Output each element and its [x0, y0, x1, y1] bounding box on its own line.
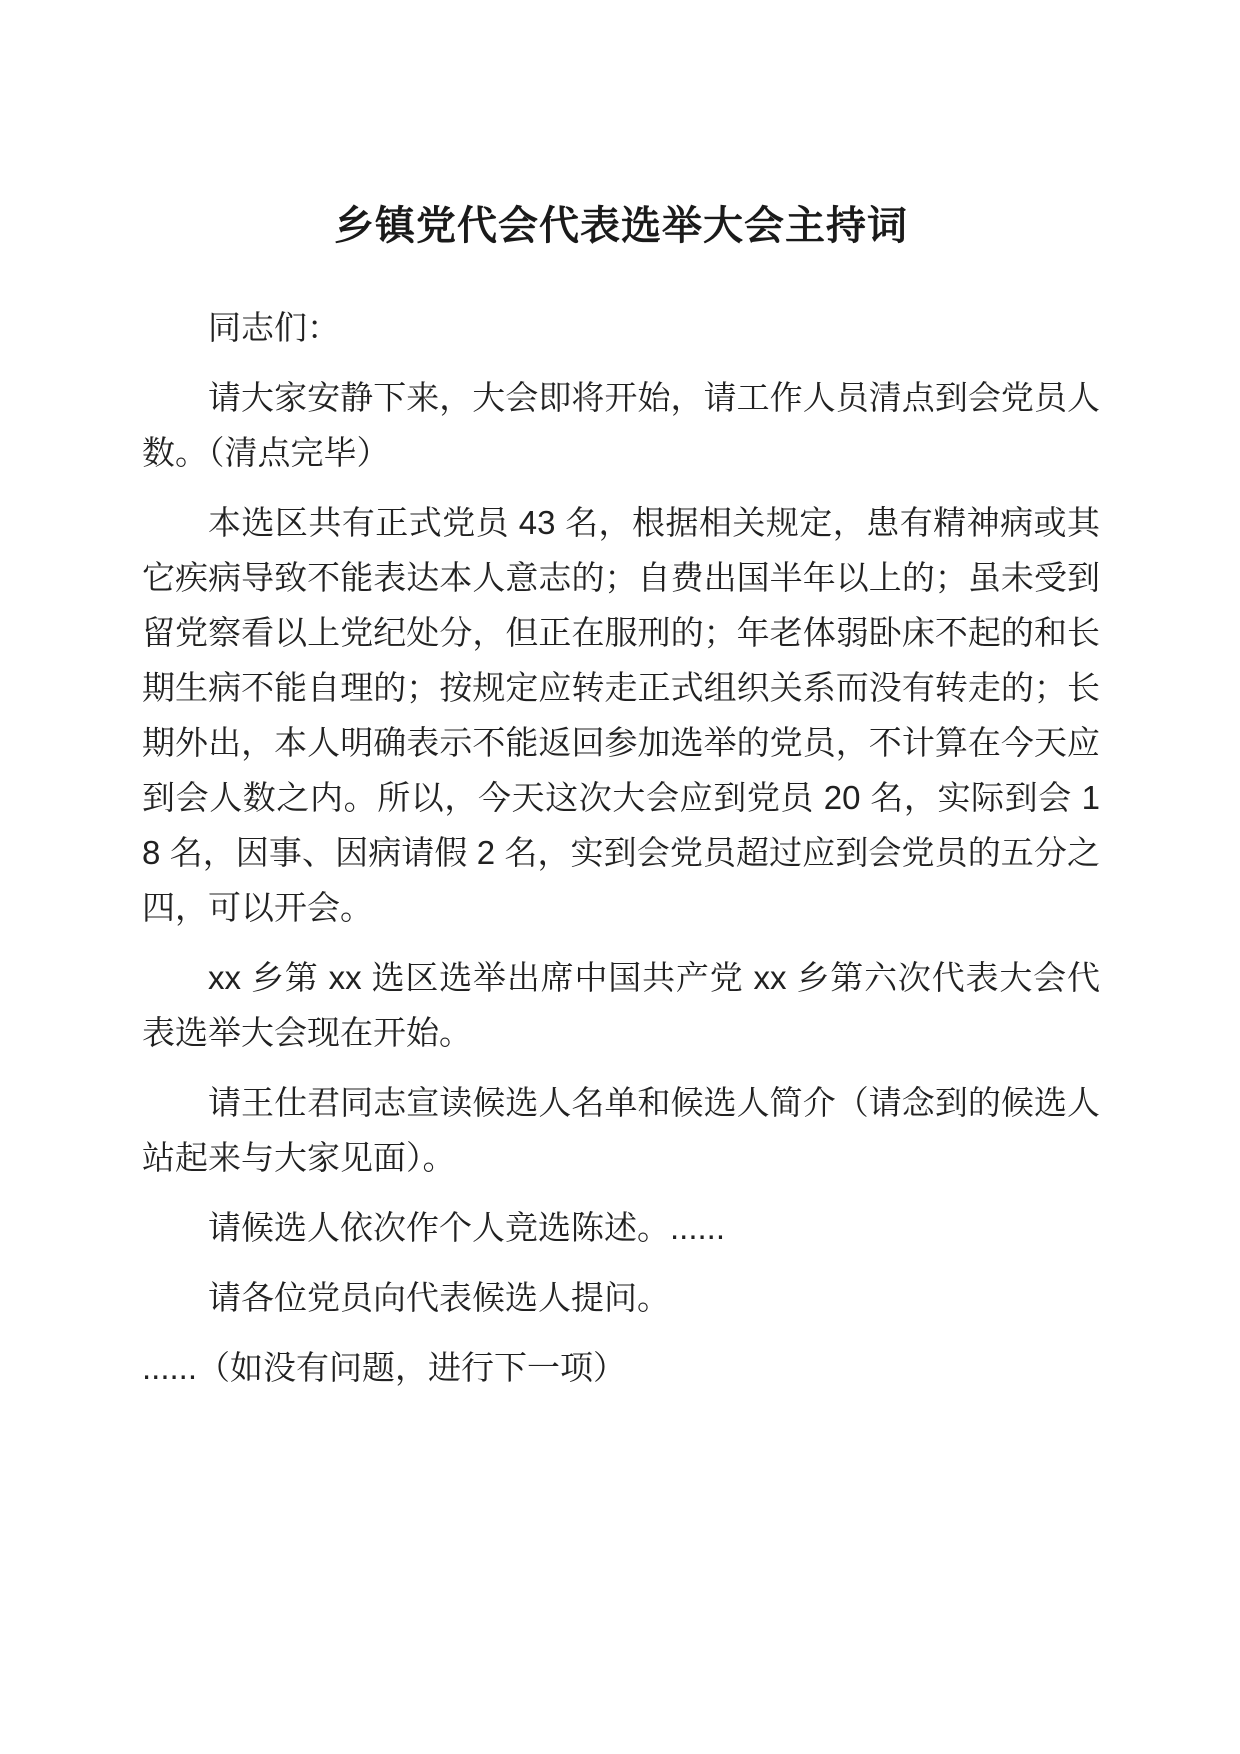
document-title: 乡镇党代会代表选举大会主持词 [334, 204, 908, 248]
paragraph: 本选区共有正式党员 43 名，根据相关规定，患有精神病或其它疾病导致不能表达本人意志的；自费出国半年以上的；虽未受到留党察看以上党纪处分，但正在服刑的；年老体弱卧床不起的和长期生病不能自理的；按规定应转走正式组织关系而没有转走的；长期外出，本人明确表示不能返回参加选举的党员，不计算在今天应到会人数之内。所以，今天这次大会应到党员 20 名，实际到会 18 名，因事、因病请假 2 名，实到会党员超过应到会党员的五分之四，可以开会。 [142, 504, 1100, 926]
paragraph: 请王仕君同志宣读候选人名单和候选人简介（请念到的候选人站起来与大家见面）。 [142, 1084, 1100, 1176]
paragraph: xx 乡第 xx 选区选举出席中国共产党 xx 乡第六次代表大会代表选举大会现在开始。 [142, 959, 1100, 1051]
paragraph: 请各位党员向代表候选人提问。 [208, 1279, 670, 1316]
paragraph: ......（如没有问题，进行下一项） [142, 1349, 627, 1386]
paragraph: 请候选人依次作个人竞选陈述。...... [208, 1209, 726, 1246]
paragraph: 请大家安静下来，大会即将开始，请工作人员清点到会党员人数。（清点完毕） [142, 379, 1100, 471]
paragraph-salutation: 同志们： [208, 309, 340, 346]
